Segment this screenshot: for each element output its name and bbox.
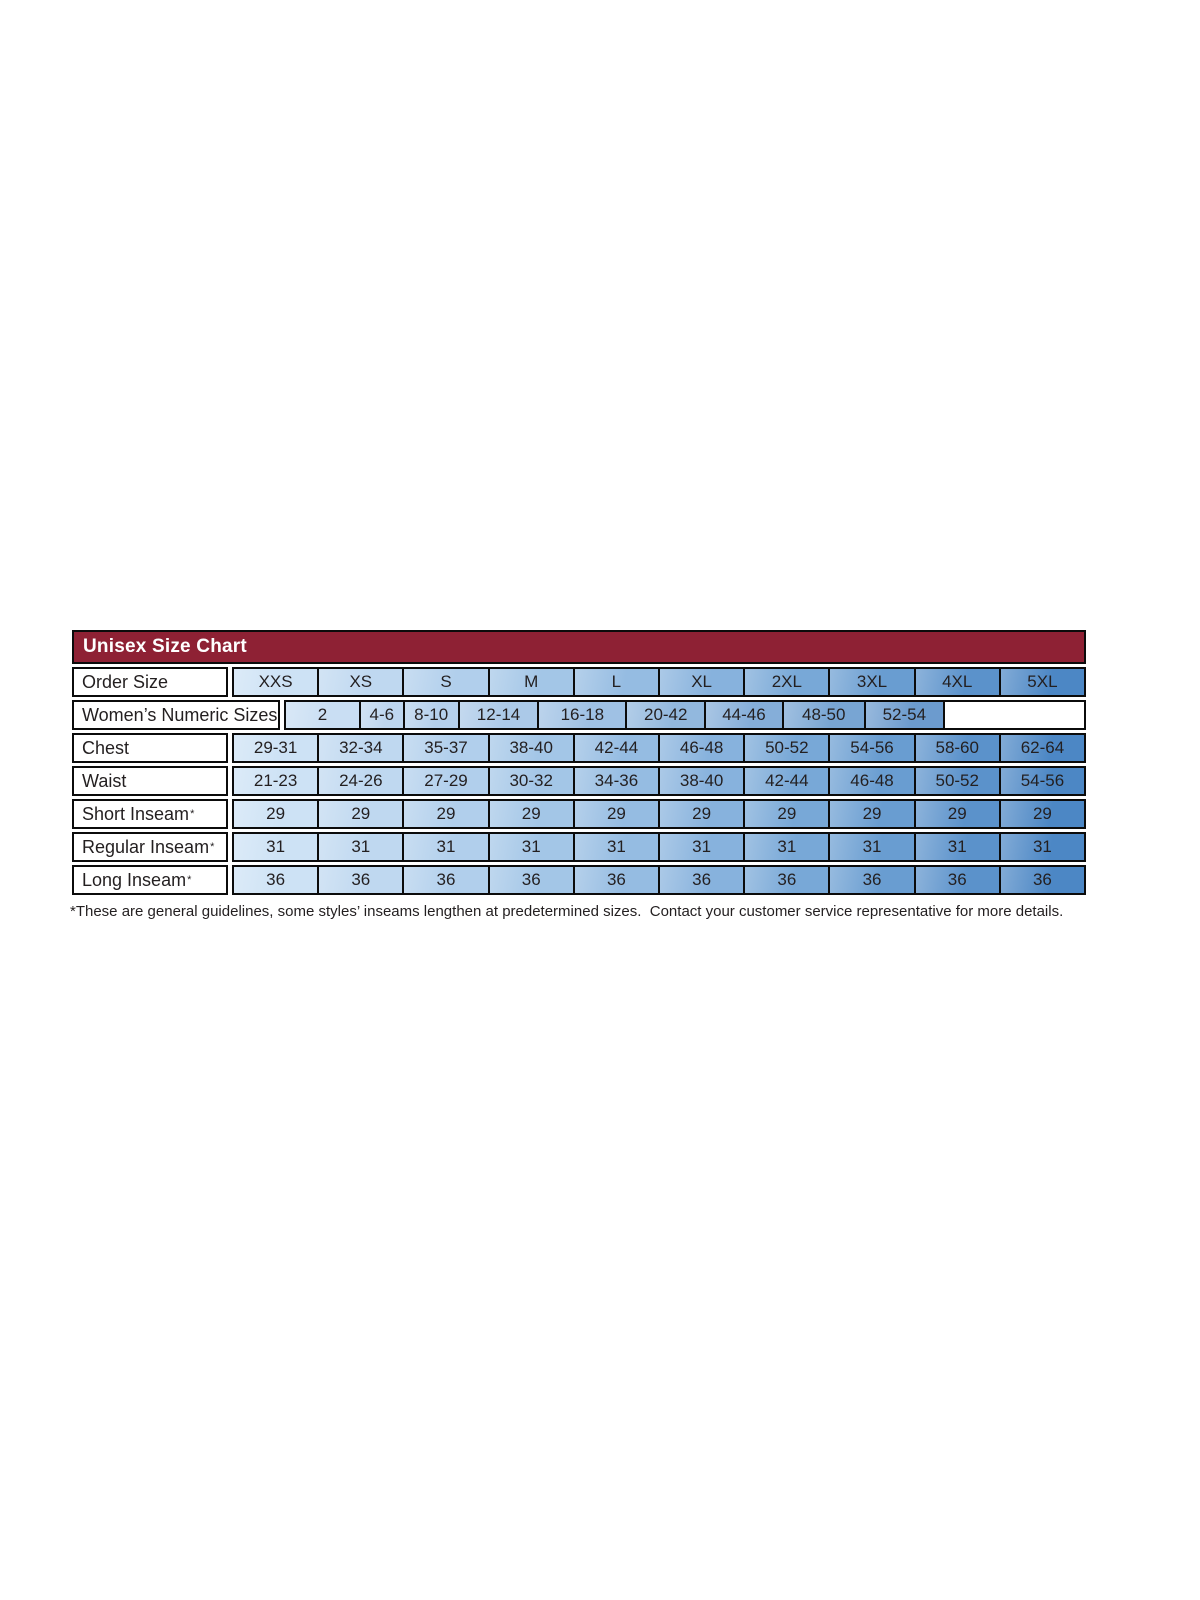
measure-cell: 36 — [488, 865, 575, 895]
row-label-womens-sizes — [72, 700, 280, 730]
order-size-cell: S — [402, 667, 489, 697]
row-label-text: Long Inseam — [82, 869, 187, 890]
measure-cell: 24-26 — [317, 766, 404, 796]
order-size-cell: M — [488, 667, 575, 697]
measure-cell: 29 — [488, 799, 575, 829]
chart-title: Unisex Size Chart — [83, 636, 247, 657]
long-inseam-cells — [232, 865, 1086, 895]
measure-cell: 29 — [658, 799, 745, 829]
chest-row — [72, 733, 1086, 763]
measure-cell: 36 — [828, 865, 915, 895]
chest-cells — [232, 733, 1086, 763]
womens-cells — [284, 700, 1086, 730]
order-size-cell: 3XL — [828, 667, 915, 697]
womens-size-cell: 8-10 — [403, 700, 460, 730]
measure-cell: 29 — [317, 799, 404, 829]
order-size-cell: XL — [658, 667, 745, 697]
measure-cell: 36 — [743, 865, 830, 895]
row-label-chest — [72, 733, 228, 763]
measure-cell: 31 — [658, 832, 745, 862]
measure-cell: 54-56 — [828, 733, 915, 763]
order-size-cell: XS — [317, 667, 404, 697]
measure-cell: 58-60 — [914, 733, 1001, 763]
womens-size-cell: 12-14 — [458, 700, 540, 730]
measure-cell: 29 — [914, 799, 1001, 829]
regular-inseam-cells — [232, 832, 1086, 862]
measure-cell: 36 — [999, 865, 1086, 895]
order-size-cell: 4XL — [914, 667, 1001, 697]
measure-cell: 32-34 — [317, 733, 404, 763]
row-label-text: Short Inseam — [82, 803, 190, 824]
measure-cell: 31 — [317, 832, 404, 862]
order-size-cells — [232, 667, 1086, 697]
womens-size-cell: 16-18 — [537, 700, 627, 730]
size-chart-table — [72, 630, 1086, 895]
row-label-short-inseam: Short Inseam * — [72, 799, 228, 829]
order-size-row — [72, 667, 1086, 697]
womens-size-cell: 2 — [284, 700, 361, 730]
measure-cell: 36 — [232, 865, 319, 895]
measure-cell: 29 — [232, 799, 319, 829]
order-size-cell: XXS — [232, 667, 319, 697]
measure-cell: 21-23 — [232, 766, 319, 796]
measure-cell: 29 — [573, 799, 660, 829]
measure-cell: 29-31 — [232, 733, 319, 763]
measure-cell: 31 — [743, 832, 830, 862]
regular-inseam-row — [72, 832, 1086, 862]
measure-cell: 36 — [402, 865, 489, 895]
measure-cell: 29 — [828, 799, 915, 829]
measure-cell: 29 — [743, 799, 830, 829]
measure-cell: 38-40 — [658, 766, 745, 796]
womens-size-cell: 44-46 — [704, 700, 783, 730]
short-inseam-cells — [232, 799, 1086, 829]
long-inseam-row — [72, 865, 1086, 895]
order-size-cell: 2XL — [743, 667, 830, 697]
measure-cell: 35-37 — [402, 733, 489, 763]
short-inseam-row — [72, 799, 1086, 829]
measure-cell: 38-40 — [488, 733, 575, 763]
measure-cell: 36 — [573, 865, 660, 895]
row-label-regular-inseam: Regular Inseam * — [72, 832, 228, 862]
row-label-text: Regular Inseam — [82, 836, 210, 857]
measure-cell: 36 — [914, 865, 1001, 895]
measure-cell: 36 — [317, 865, 404, 895]
row-label-text: Chest — [82, 737, 130, 758]
measure-cell: 62-64 — [999, 733, 1086, 763]
measure-cell: 36 — [658, 865, 745, 895]
row-label-text: Waist — [82, 770, 127, 791]
measure-cell: 31 — [402, 832, 489, 862]
measure-cell: 31 — [573, 832, 660, 862]
womens-numeric-sizes-row — [72, 700, 1086, 730]
row-label-order-size — [72, 667, 228, 697]
waist-row — [72, 766, 1086, 796]
measure-cell: 46-48 — [828, 766, 915, 796]
row-label-text: Women’s Numeric Sizes — [82, 704, 278, 725]
row-label-waist — [72, 766, 228, 796]
order-size-cell: L — [573, 667, 660, 697]
row-label-long-inseam: Long Inseam * — [72, 865, 228, 895]
row-label-text: Order Size — [82, 671, 169, 692]
measure-cell: 42-44 — [573, 733, 660, 763]
measure-cell: 29 — [999, 799, 1086, 829]
waist-cells — [232, 766, 1086, 796]
measure-cell: 54-56 — [999, 766, 1086, 796]
measure-cell: 27-29 — [402, 766, 489, 796]
measure-cell: 31 — [488, 832, 575, 862]
measure-cell: 31 — [914, 832, 1001, 862]
measure-cell: 31 — [232, 832, 319, 862]
measure-cell: 31 — [999, 832, 1086, 862]
measure-cell: 31 — [828, 832, 915, 862]
womens-size-cell: 48-50 — [782, 700, 866, 730]
womens-empty-cell — [943, 700, 1086, 730]
womens-size-cell: 20-42 — [625, 700, 706, 730]
measure-cell: 34-36 — [573, 766, 660, 796]
measure-cell: 50-52 — [743, 733, 830, 763]
chart-title-bar — [72, 630, 1086, 664]
measure-cell: 42-44 — [743, 766, 830, 796]
measure-cell: 50-52 — [914, 766, 1001, 796]
womens-size-cell: 52-54 — [864, 700, 945, 730]
order-size-cell: 5XL — [999, 667, 1086, 697]
footnote: *These are general guidelines, some styles’ inseams lengthen at predetermined sizes. Contact your customer service representative for more details. — [70, 903, 1064, 920]
measure-cell: 30-32 — [488, 766, 575, 796]
measure-cell: 29 — [402, 799, 489, 829]
measure-cell: 46-48 — [658, 733, 745, 763]
womens-size-cell: 4-6 — [359, 700, 405, 730]
